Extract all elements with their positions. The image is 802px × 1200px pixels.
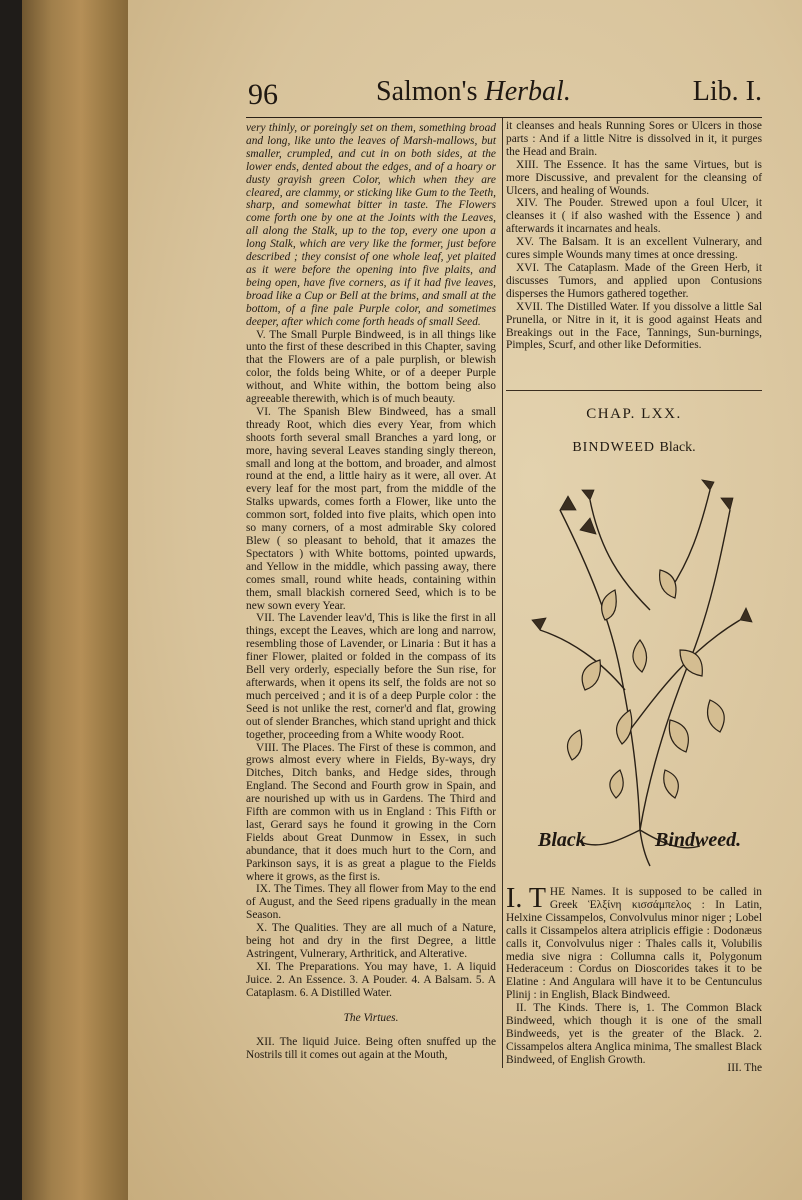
left-column [246, 122, 496, 1000]
woodcut-caption-left: Black [538, 829, 586, 851]
paragraph: VI. The Spanish Blew Bindweed, has a small thready Root, which dies every Year, from which shoots forth several small Branches a yard long, or more, having several Leaves standing singly thereon, small and long at the bottom, and broader, and almost round at the end, a little hairy as it were, all over. At every leaf for the most part, from the middle of the Stalks upwards, comes forth a Flower, like unto the common sort, folded into five plaits, which open into so many corners, of a most admirable Sky colored Blew ( so pleasant to behold, that it amazes the Spectators ) with White bottoms, pointed upwards, and Yellow in the middle, which passing away, there comes small, round white heads, containing within them, small blackish cornered Seed, which is to be new sown every Year. [246, 405, 496, 612]
paragraph: VIII. The Places. The First of these is common, and grows almost every where in Fields, By-ways, dry Ditches, Ditch banks, and Hedge sides, through England. The Second and Fourth grow in Spain, and are nourished up with us in Gardens. The Third and Fifth are common with us in England : This Fifth or last, Gerard says he found it growing in the Corn Fields about Great Dunmow in Essex, in such abundance, that it does much hurt to the Corn, and Parkinson says, it is as great a plague to the Fields where it grows, as the first is. [246, 741, 496, 883]
paragraph: XIII. The Essence. It has the same Virtues, but is more Discussive, and prevalent for the cleansing of Ulcers, and healing of Wounds. [506, 158, 762, 197]
book-label: Lib. I. [692, 76, 762, 107]
paragraph: V. The Small Purple Bindweed, is in all things like unto the first of these described in this Chapter, saving that the Flowers are of a pale purplish, or blewish color, the folds being White, or of a deeper Purple without, and White within, the bottom being also agreeable therewith, which is of much beauty. [246, 328, 496, 406]
woodcut-caption-right: Bindweed. [655, 829, 742, 851]
paragraph: very thinly, or poreingly set on them, something broad and long, like unto the leaves of Marsh-mallows, but smaller, crumpled, and cut in on both sides, at the lower ends, dented about the edges, and of a hoary or dusty grayish green Color, which when they are cleared, are clammy, or sticking like Gum to the Teeth, sharp, and somewhat bitter in taste. The Flowers come forth one by one at the Joints with the Leaves, all along the Stalk, up to the top, every one upon a long Stalk, which are very like the former, just before described ; they consist of one whole leaf, yet plaited as it were before the opening into five plaits, and being open, have five corners, as if it had five leaves, broad like a Cup or Bell at the brims, and small at the bottom, of a fine pale Purple color, and sometimes deeper, after which come forth heads of small Seed. [246, 122, 496, 328]
running-head-author: Salmon's [376, 76, 478, 107]
page-number: 96 [248, 78, 278, 111]
chapter-title-main: BINDWEED [572, 440, 655, 455]
paragraph: IX. The Times. They all flower from May to the end of August, and the Seed ripens gradually in the mean Season. [246, 883, 496, 922]
paragraph: XV. The Balsam. It is an excellent Vulnerary, and cures simple Wounds many times at once dressing. [506, 236, 762, 262]
paragraph-text: HE Names. It is supposed to be called in Greek Ἑλξίνη κισσάμπελος : In Latin, Helxine Cissampelos, Convolvulus minor niger ; Lobel calls it Cissampelos altera atriplicis effigie : Dodonæus calls it, Convolvulus niger : Thales calls it, Volubilis media sive nigra : Collumna calls it, Polygonum Hederaceum : Cordus on Dioscorides takes it to be Elatine : And Angulara will have it to be Centunculus Plinij : in English, Black Bindweed. [506, 886, 762, 1002]
book-cover-edge [0, 0, 22, 1200]
bindweed-woodcut-illustration [520, 470, 770, 870]
paragraph: II. The Kinds. There is, 1. The Common Black Bindweed, which though it is one of the small Bindweeds, yet is the greater of the Black. 2. Cissampelos altera Anglica minima, The smallest Black Bindweed, of English Growth. [506, 1002, 762, 1066]
virtues-heading: The Virtues. [343, 1012, 399, 1024]
chapter-title-suffix: Black. [659, 440, 696, 455]
paragraph: VII. The Lavender leav'd, This is like the first in all things, except the Leaves, which are long and narrow, resembling those of Lavender, or Linaria : But it has a finer Flower, plaited or folded in the compass of its Bell very orderly, especially before the Sun rise, for afterwards, when it opens its self, the folds are not so much perceived ; and it is of a deep Purple color : the Seed is not unlike the rest, corner'd and flat, growing out of slender Branches, which stand upright and thick together, proceeding from a White woody Root. [246, 612, 496, 741]
drop-cap: I. T [506, 883, 546, 914]
paragraph: XII. The liquid Juice. Being often snuffed up the Nostrils till it comes out again at the Mouth, [246, 1036, 496, 1061]
page-stack-edge [22, 0, 140, 1200]
paragraph: XI. The Preparations. You may have, 1. A liquid Juice. 2. An Essence. 3. A Pouder. 4. A Balsam. 5. A Cataplasm. 6. A Distilled Water. [246, 960, 496, 999]
running-head-title: Herbal. [484, 76, 571, 107]
header-rule [246, 117, 762, 118]
left-column-end [246, 1036, 496, 1062]
running-head [376, 76, 571, 108]
right-column-lower [506, 883, 762, 1067]
paragraph: it cleanses and heals Running Sores or Ulcers in those parts : And if a little Nitre is dissolved in it, it purges the Head and Brain. [506, 120, 762, 158]
section-rule [506, 390, 762, 391]
paragraph: XVI. The Cataplasm. Made of the Green Herb, it discusses Tumors, and applied upon Contusions disperses the Humors gathered together. [506, 261, 762, 300]
catchword: III. The [727, 1062, 762, 1074]
paragraph: XVII. The Distilled Water. If you dissolve a little Sal Prunella, or Nitre in it, it is good against Heats and Breakings out in the Face, Tannings, Sun-burnings, Pimples, Scurf, and other like Deformities. [506, 300, 762, 352]
chapter-number: CHAP. LXX. [586, 406, 682, 422]
page-header [246, 72, 762, 118]
paragraph: XIV. The Pouder. Strewed upon a foul Ulcer, it cleanses it ( if also washed with the Essence ) and afterwards it incarnates and heals. [506, 197, 762, 236]
column-divider [502, 118, 503, 1068]
chapter-title [506, 440, 762, 456]
paragraph [506, 883, 762, 1002]
paragraph: X. The Qualities. They are all much of a Nature, being hot and dry in the first Degree, a little Astringent, Vulnerary, Arthritick, and Alterative. [246, 922, 496, 960]
right-column [506, 120, 762, 352]
